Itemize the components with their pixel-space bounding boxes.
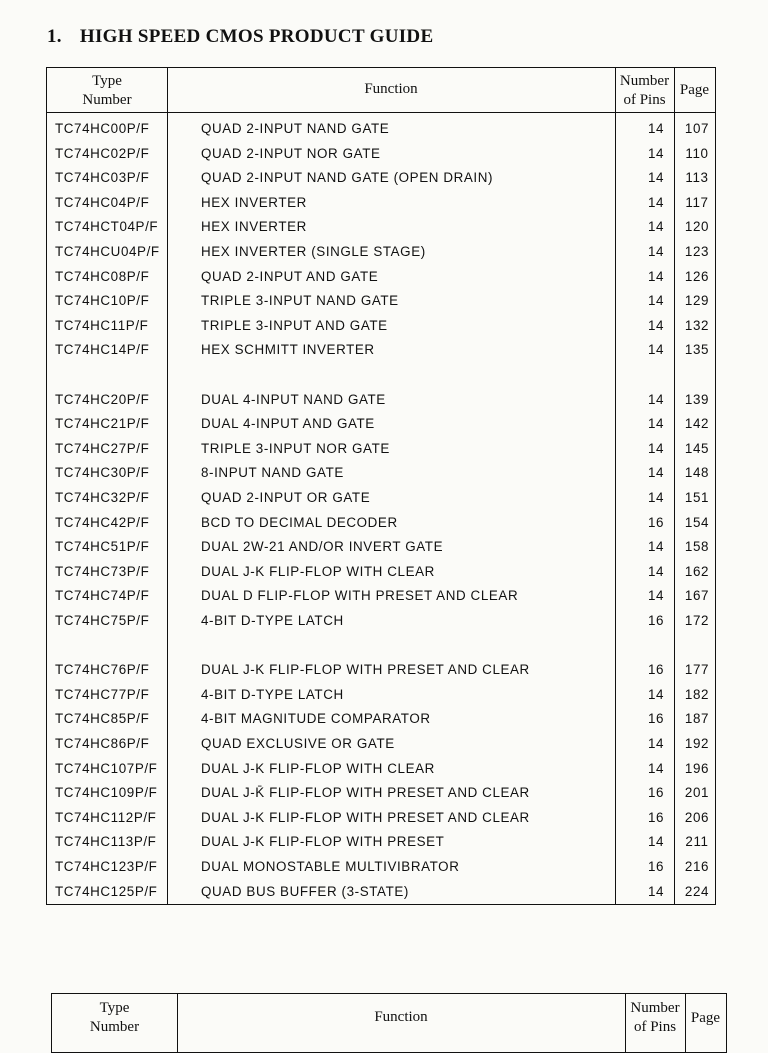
table-row: [47, 780, 715, 805]
table-row: [47, 214, 715, 239]
page-cell: 120: [684, 219, 710, 235]
pins-cell: 14: [647, 268, 665, 284]
table-row: [47, 805, 715, 830]
pins-cell: 14: [647, 219, 665, 235]
function-cell: QUAD 2-INPUT NAND GATE: [201, 121, 390, 136]
header-number-of-pins: Number of Pins: [630, 1000, 680, 1035]
pins-cell: 14: [647, 490, 665, 505]
function-cell: QUAD 2-INPUT NAND GATE (OPEN DRAIN): [201, 170, 494, 186]
page-cell: 107: [684, 121, 710, 136]
page-cell: 177: [684, 662, 710, 678]
function-cell: DUAL J-K FLIP-FLOP WITH PRESET: [201, 834, 445, 850]
table-row: [47, 534, 715, 559]
type-number-cell: TC74HC113P/F: [55, 834, 157, 850]
function-cell: TRIPLE 3-INPUT NAND GATE: [201, 293, 399, 309]
table-row: [47, 239, 715, 264]
pins-cell: 14: [647, 170, 665, 186]
page-cell: 117: [685, 194, 709, 210]
pins-cell: 16: [647, 662, 665, 678]
function-cell: HEX INVERTER (SINGLE STAGE): [201, 244, 426, 259]
function-cell: QUAD 2-INPUT AND GATE: [201, 268, 379, 284]
section-title-text: HIGH SPEED CMOS PRODUCT GUIDE: [79, 26, 434, 47]
table-row: [47, 116, 715, 141]
page-cell: 162: [684, 563, 710, 579]
table-row: [47, 288, 715, 313]
table-row: [47, 313, 715, 338]
page-cell: 142: [684, 416, 710, 432]
page-cell: 206: [684, 809, 710, 825]
function-cell: 4-BIT D-TYPE LATCH: [201, 686, 344, 702]
page-cell: 187: [684, 711, 710, 727]
table-row: [47, 436, 715, 461]
pins-cell: 14: [647, 293, 665, 309]
page-cell: 196: [684, 760, 710, 776]
type-number-cell: TC74HC21P/F: [55, 416, 150, 432]
function-cell: DUAL J-K̄ FLIP-FLOP WITH PRESET AND CLEAR: [201, 785, 530, 801]
function-cell: DUAL 4-INPUT NAND GATE: [201, 391, 386, 407]
table-row: [47, 411, 715, 436]
function-cell: DUAL J-K FLIP-FLOP WITH PRESET AND CLEAR: [201, 662, 530, 678]
pins-cell: 14: [647, 244, 665, 259]
type-number-cell: TC74HC107P/F: [55, 760, 158, 776]
function-cell: TRIPLE 3-INPUT NOR GATE: [201, 440, 390, 456]
function-cell: QUAD 2-INPUT OR GATE: [201, 490, 371, 505]
type-number-cell: TC74HCU04P/F: [55, 244, 160, 259]
type-number-cell: TC74HC11P/F: [55, 317, 149, 333]
type-number-cell: TC74HC74P/F: [55, 588, 150, 604]
pins-cell: 16: [647, 859, 665, 874]
function-cell: DUAL MONOSTABLE MULTIVIBRATOR: [201, 859, 460, 874]
type-number-cell: TC74HC112P/F: [55, 809, 157, 825]
type-number-cell: TC74HC86P/F: [55, 736, 150, 751]
page-cell: 224: [684, 883, 710, 899]
pins-cell: 14: [647, 883, 665, 899]
type-number-cell: TC74HC42P/F: [55, 514, 150, 530]
type-number-cell: TC74HC75P/F: [55, 613, 150, 628]
function-cell: QUAD BUS BUFFER (3-STATE): [201, 883, 409, 899]
pins-cell: 14: [647, 391, 665, 407]
page-cell: 123: [684, 244, 710, 259]
page-cell: 216: [684, 859, 710, 874]
function-cell: DUAL 2W-21 AND/OR INVERT GATE: [201, 539, 444, 555]
header-page: Page: [690, 1010, 721, 1026]
pins-cell: 14: [647, 539, 665, 555]
type-number-cell: TC74HC32P/F: [55, 490, 150, 505]
page-cell: 110: [685, 145, 709, 161]
page-cell: 151: [684, 490, 710, 505]
header-type-number: Type Number: [82, 73, 132, 108]
page-cell: 132: [684, 317, 710, 333]
pins-cell: 14: [647, 834, 665, 850]
table-row: [47, 829, 715, 854]
page-cell: 126: [684, 268, 710, 284]
type-number-cell: TC74HC77P/F: [55, 686, 150, 702]
pins-cell: 16: [647, 613, 665, 628]
type-number-cell: TC74HC20P/F: [55, 391, 150, 407]
table-row: [47, 165, 715, 190]
header-number-of-pins: Number of Pins: [619, 73, 670, 108]
pins-cell: 14: [647, 416, 665, 432]
function-cell: DUAL D FLIP-FLOP WITH PRESET AND CLEAR: [201, 588, 519, 604]
type-number-cell: TC74HC125P/F: [55, 883, 158, 899]
type-number-cell: TC74HC03P/F: [55, 170, 150, 186]
type-number-cell: TC74HC51P/F: [55, 539, 150, 555]
function-cell: DUAL J-K FLIP-FLOP WITH CLEAR: [201, 760, 435, 776]
pins-cell: 14: [647, 145, 665, 161]
table-row: [47, 682, 715, 707]
table-row: [47, 460, 715, 485]
function-cell: HEX SCHMITT INVERTER: [201, 342, 375, 358]
page-cell: 135: [684, 342, 710, 358]
table-row: [47, 657, 715, 682]
table-row: [47, 608, 715, 633]
pins-cell: 14: [647, 563, 665, 579]
page-cell: 182: [684, 686, 710, 702]
type-number-cell: TC74HC85P/F: [55, 711, 150, 727]
table-row: [47, 387, 715, 412]
pins-cell: 16: [647, 514, 665, 530]
function-cell: HEX INVERTER: [201, 219, 307, 235]
header-function: Function: [364, 81, 418, 97]
type-number-cell: TC74HC109P/F: [55, 785, 158, 801]
header-function: Function: [374, 1009, 428, 1025]
pins-cell: 14: [647, 121, 665, 136]
function-cell: 4-BIT D-TYPE LATCH: [201, 613, 344, 628]
type-number-cell: TC74HC27P/F: [55, 440, 150, 456]
type-number-cell: TC74HC76P/F: [55, 662, 150, 678]
table-row: [47, 141, 715, 166]
pins-cell: 14: [647, 440, 665, 456]
function-cell: DUAL J-K FLIP-FLOP WITH PRESET AND CLEAR: [201, 809, 530, 825]
pins-cell: 16: [647, 809, 665, 825]
function-cell: TRIPLE 3-INPUT AND GATE: [201, 317, 388, 333]
function-cell: QUAD EXCLUSIVE OR GATE: [201, 736, 395, 751]
type-number-cell: TC74HC00P/F: [55, 121, 150, 136]
pins-cell: 14: [647, 194, 665, 210]
table-row: [47, 190, 715, 215]
pins-cell: 14: [647, 760, 665, 776]
page-cell: 158: [684, 539, 710, 555]
header-page: Page: [679, 82, 710, 98]
pins-cell: 14: [647, 686, 665, 702]
section-number: 1.: [47, 26, 62, 47]
function-cell: DUAL J-K FLIP-FLOP WITH CLEAR: [201, 563, 435, 579]
function-cell: DUAL 4-INPUT AND GATE: [201, 416, 375, 432]
page-cell: 154: [684, 514, 710, 530]
table-row: [47, 706, 715, 731]
page-cell: 172: [684, 613, 710, 628]
function-cell: 4-BIT MAGNITUDE COMPARATOR: [201, 711, 431, 727]
header-type-number: Type Number: [89, 1000, 140, 1035]
table-row: [47, 854, 715, 879]
pins-cell: 14: [647, 465, 665, 481]
pins-cell: 14: [647, 317, 665, 333]
section-title: [47, 26, 433, 48]
type-number-cell: TC74HC08P/F: [55, 268, 150, 284]
function-cell: HEX INVERTER: [201, 194, 307, 210]
pins-cell: 16: [647, 711, 665, 727]
type-number-cell: TC74HC73P/F: [55, 563, 150, 579]
table-row: [47, 756, 715, 781]
function-cell: QUAD 2-INPUT NOR GATE: [201, 145, 381, 161]
table-row: [47, 264, 715, 289]
page-cell: 148: [684, 465, 710, 481]
page-cell: 145: [684, 440, 710, 456]
table-row: [47, 583, 715, 608]
page-cell: 139: [684, 391, 710, 407]
page-cell: 167: [684, 588, 710, 604]
page-cell: 113: [685, 170, 709, 186]
type-number-cell: TC74HC10P/F: [55, 293, 150, 309]
pins-cell: 14: [647, 736, 665, 751]
product-guide-table: [46, 67, 716, 905]
table-row: [47, 879, 715, 904]
type-number-cell: TC74HC02P/F: [55, 145, 150, 161]
table-row: [47, 559, 715, 584]
pins-cell: 14: [647, 342, 665, 358]
product-guide-table-continued: [51, 993, 727, 1053]
table-row: [47, 731, 715, 756]
page-cell: 129: [684, 293, 710, 309]
table-row: [47, 485, 715, 510]
table-row: [47, 510, 715, 535]
function-cell: 8-INPUT NAND GATE: [201, 465, 344, 481]
table-row: [47, 337, 715, 362]
type-number-cell: TC74HC14P/F: [55, 342, 150, 358]
pins-cell: 14: [647, 588, 665, 604]
type-number-cell: TC74HC04P/F: [55, 194, 150, 210]
type-number-cell: TC74HC123P/F: [55, 859, 158, 874]
pins-cell: 16: [647, 785, 665, 801]
page-cell: 201: [684, 785, 710, 801]
type-number-cell: TC74HC30P/F: [55, 465, 150, 481]
type-number-cell: TC74HCT04P/F: [55, 219, 159, 235]
page-cell: 211: [685, 834, 709, 850]
page-cell: 192: [684, 736, 710, 751]
function-cell: BCD TO DECIMAL DECODER: [201, 514, 398, 530]
